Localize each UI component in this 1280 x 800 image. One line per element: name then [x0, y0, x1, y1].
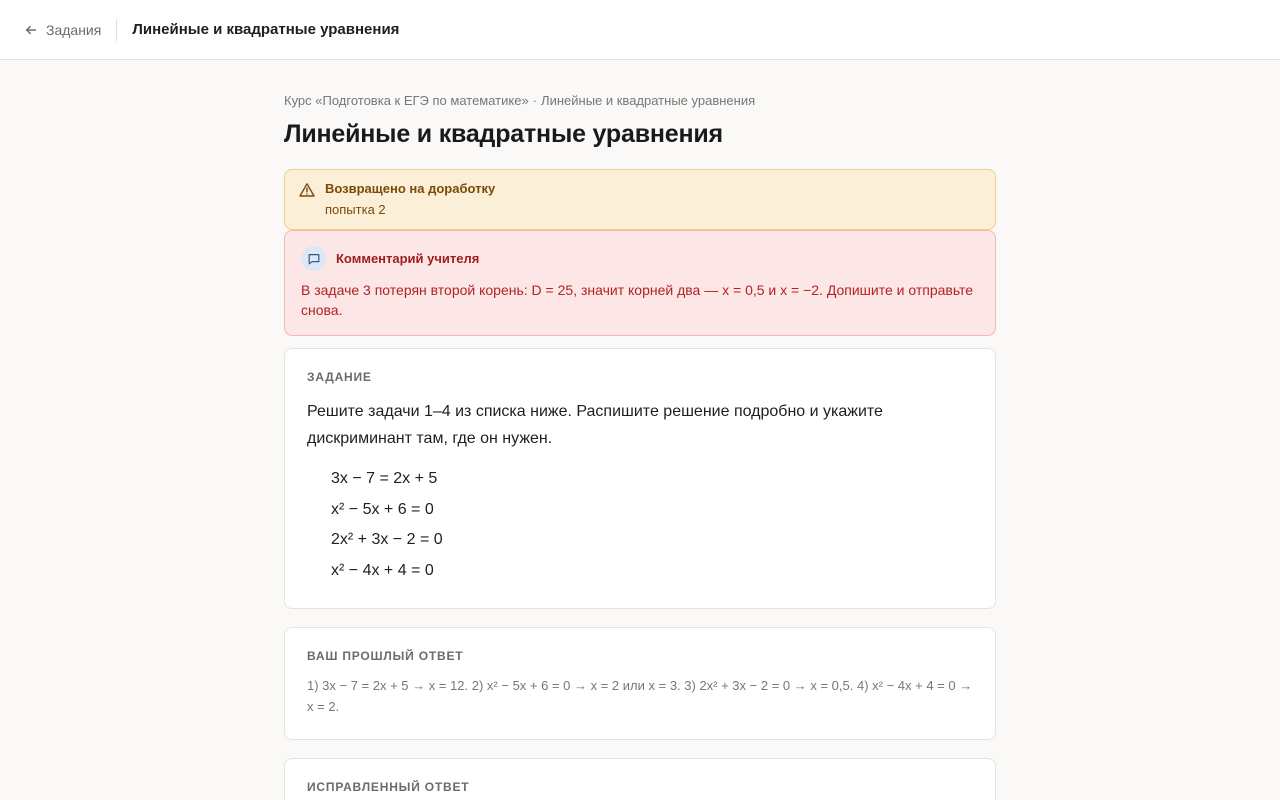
previous-answer-card	[284, 627, 996, 740]
task-text: Решите задачи 1–4 из списка ниже. Распишите решение подробно и укажите дискриминант там, где он нужен.	[307, 403, 883, 447]
breadcrumb-lesson: Линейные и квадратные уравнения	[541, 93, 756, 108]
breadcrumb-separator: ·	[532, 93, 538, 108]
task-card	[284, 348, 996, 609]
status-banner	[284, 169, 996, 230]
main-content	[284, 60, 996, 800]
teacher-comment	[284, 230, 996, 336]
equation-list	[307, 464, 973, 586]
previous-answer-text: 1) 3x − 7 = 2x + 5 → x = 12. 2) x² − 5x + 6 = 0 → x = 2 или x = 3. 3) 2x² + 3x − 2 = 0 → x = 0,5. 4) x² − 4x + 4 = 0 → x = 2.	[307, 678, 973, 714]
comment-avatar	[301, 246, 326, 271]
arrow-left-icon	[24, 23, 38, 37]
page-title: Линейные и квадратные уравнения	[284, 120, 723, 148]
corrected-answer-label: ИСПРАВЛЕННЫЙ ОТВЕТ	[307, 780, 470, 794]
status-attempt: попытка 2	[325, 202, 386, 217]
comment-title: Комментарий учителя	[336, 251, 480, 266]
comment-text: В задаче 3 потерян второй корень: D = 25, значит корней два — x = 0,5 и x = −2. Допишите и отправьте снова.	[301, 282, 974, 318]
breadcrumb	[284, 93, 996, 108]
top-bar	[0, 0, 1280, 60]
equation-item: x² − 4x + 4 = 0	[331, 561, 434, 579]
previous-answer-label: ВАШ ПРОШЛЫЙ ОТВЕТ	[307, 649, 464, 663]
topbar-title: Линейные и квадратные уравнения	[132, 21, 400, 38]
status-title: Возвращено на доработку	[325, 181, 496, 196]
equation-item: x² − 5x + 6 = 0	[331, 500, 434, 518]
equation-item: 2x² + 3x − 2 = 0	[331, 531, 443, 548]
back-link-label: Задания	[46, 21, 102, 38]
warning-triangle-icon	[299, 182, 315, 198]
corrected-answer-card	[284, 758, 996, 800]
equation-item: 3x − 7 = 2x + 5	[331, 470, 438, 487]
task-label: ЗАДАНИЕ	[307, 370, 372, 384]
chat-bubble-icon	[307, 252, 321, 266]
back-to-tasks-link[interactable]	[24, 19, 117, 41]
breadcrumb-course[interactable]: Курс «Подготовка к ЕГЭ по математике»	[284, 93, 529, 108]
